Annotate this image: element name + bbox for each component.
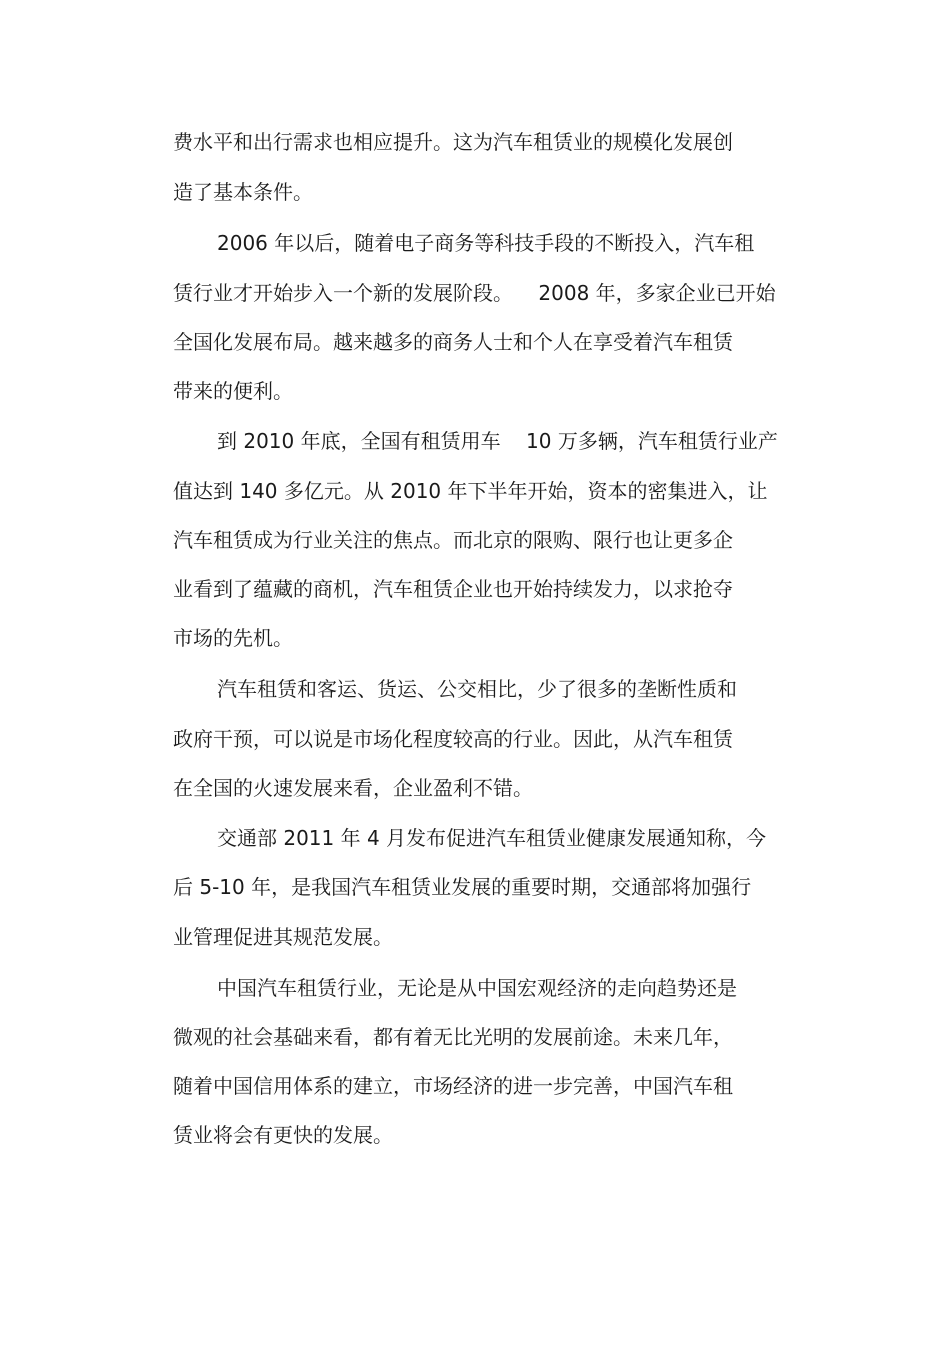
paragraph-line: 带来的便利。 bbox=[173, 379, 293, 403]
paragraph-line: 费水平和出行需求也相应提升。这为汽车租赁业的规模化发展创 bbox=[173, 130, 733, 154]
paragraph-line: 2006 年以后，随着电子商务等科技手段的不断投入，汽车租 bbox=[217, 231, 755, 255]
paragraph-line: 到 2010 年底，全国有租赁用车 10 万多辆，汽车租赁行业产 bbox=[217, 429, 778, 453]
paragraph-line: 值达到 140 多亿元。从 2010 年下半年开始，资本的密集进入，让 bbox=[173, 479, 768, 503]
paragraph-line: 业管理促进其规范发展。 bbox=[173, 925, 393, 949]
paragraph-line: 造了基本条件。 bbox=[173, 180, 313, 204]
paragraph-line: 汽车租赁和客运、货运、公交相比，少了很多的垄断性质和 bbox=[217, 677, 737, 701]
paragraph-line: 在全国的火速发展来看，企业盈利不错。 bbox=[173, 776, 533, 800]
paragraph-line: 交通部 2011 年 4 月发布促进汽车租赁业健康发展通知称，今 bbox=[217, 826, 767, 850]
paragraph-line: 随着中国信用体系的建立，市场经济的进一步完善，中国汽车租 bbox=[173, 1074, 733, 1098]
paragraph-line: 微观的社会基础来看，都有着无比光明的发展前途。未来几年， bbox=[173, 1025, 733, 1049]
paragraph-line: 中国汽车租赁行业，无论是从中国宏观经济的走向趋势还是 bbox=[217, 976, 737, 1000]
paragraph-line: 赁行业才开始步入一个新的发展阶段。 2008 年，多家企业已开始 bbox=[173, 281, 776, 305]
paragraph-line: 业看到了蕴藏的商机，汽车租赁企业也开始持续发力，以求抢夺 bbox=[173, 577, 733, 601]
paragraph-line: 后 5-10 年，是我国汽车租赁业发展的重要时期，交通部将加强行 bbox=[173, 875, 752, 899]
paragraph-line: 全国化发展布局。越来越多的商务人士和个人在享受着汽车租赁 bbox=[173, 330, 733, 354]
paragraph-line: 赁业将会有更快的发展。 bbox=[173, 1123, 393, 1147]
paragraph-line: 市场的先机。 bbox=[173, 626, 293, 650]
paragraph-line: 政府干预，可以说是市场化程度较高的行业。因此，从汽车租赁 bbox=[173, 727, 733, 751]
paragraph-line: 汽车租赁成为行业关注的焦点。而北京的限购、限行也让更多企 bbox=[173, 528, 733, 552]
